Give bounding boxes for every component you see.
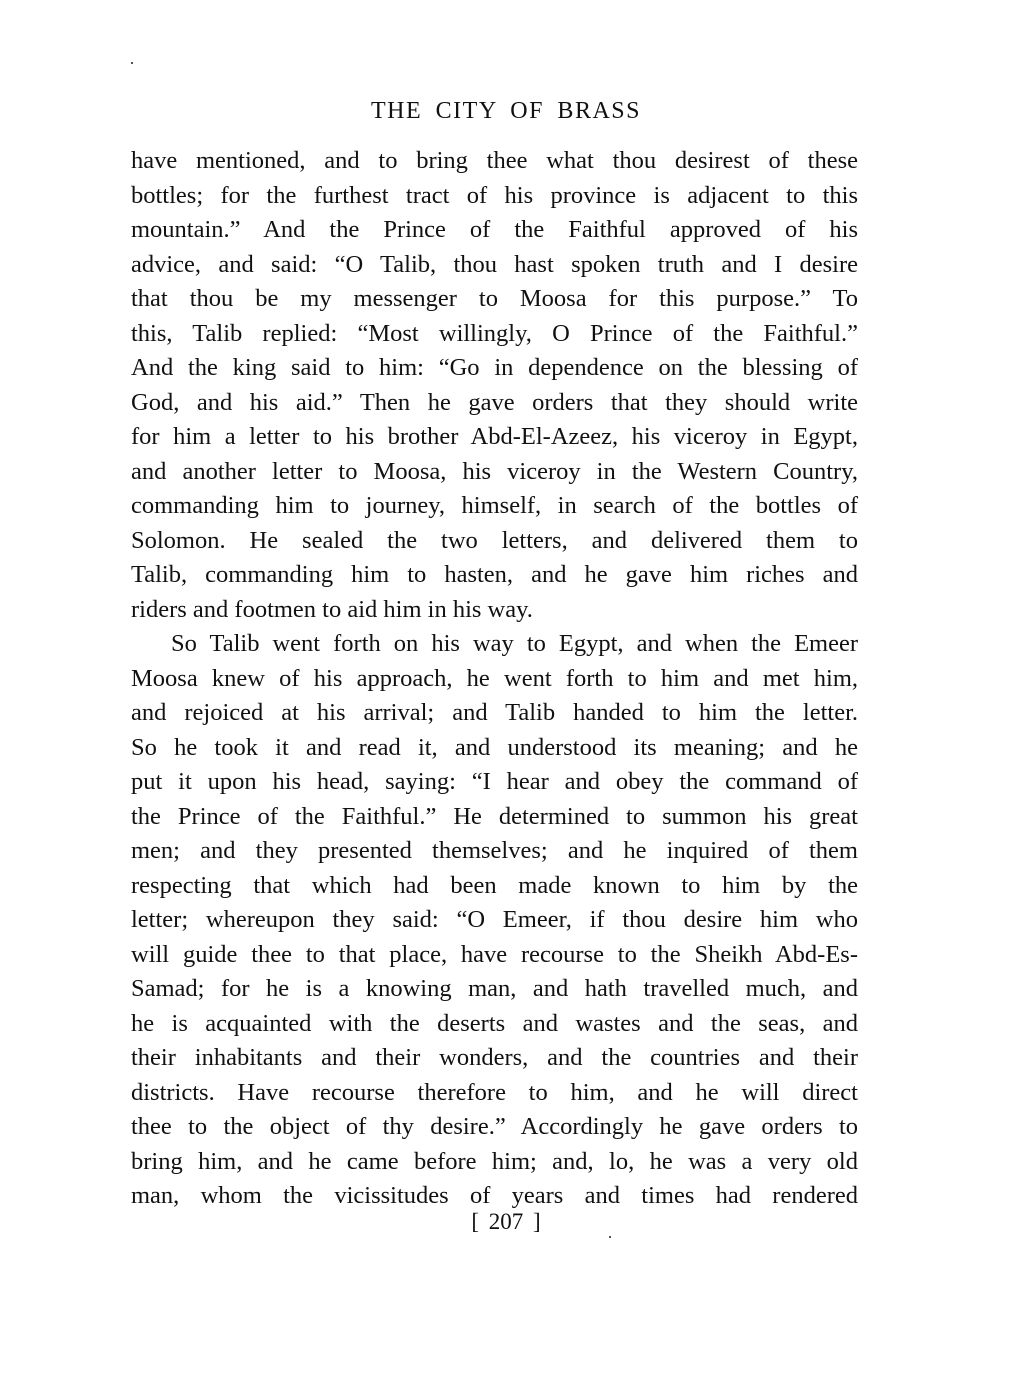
text-line: have mentioned, and to bring thee what thou desirest of these xyxy=(131,147,858,174)
text-line: men; and they presented themselves; and he inquired of them xyxy=(131,837,858,864)
text-line: riders and footmen to aid him in his way. xyxy=(131,595,533,623)
running-head: THE CITY OF BRASS xyxy=(371,98,641,124)
text-line: for him a letter to his brother Abd-El-Azeez, his viceroy in Egypt, xyxy=(131,423,858,450)
page-number: [ 207 ] xyxy=(471,1209,541,1234)
body-text xyxy=(131,144,858,1214)
scan-speck xyxy=(131,62,133,64)
text-line: he is acquainted with the deserts and wastes and the seas, and xyxy=(131,1009,858,1037)
text-line: respecting that which had been made known to him by the xyxy=(131,871,858,899)
text-line: thee to the object of thy desire.” Accordingly he gave orders to xyxy=(131,1113,858,1140)
text-line: that thou be my messenger to Moosa for this purpose.” To xyxy=(131,285,858,312)
text-line: And the king said to him: “Go in dependence on the blessing of xyxy=(131,354,858,381)
text-line: districts. Have recourse therefore to him, and he will direct xyxy=(131,1078,858,1106)
text-line: So he took it and read it, and understood its meaning; and he xyxy=(131,733,858,761)
text-line: Samad; for he is a knowing man, and hath travelled much, and xyxy=(131,975,858,1002)
paragraph-1 xyxy=(131,144,858,627)
text-line: and another letter to Moosa, his viceroy in the Western Country, xyxy=(131,457,858,485)
paragraph-2 xyxy=(131,627,858,1214)
text-line: man, whom the vicissitudes of years and times had rendered xyxy=(131,1182,858,1209)
text-line: So Talib went forth on his way to Egypt, and when the Emeer xyxy=(171,630,858,657)
text-line: advice, and said: “O Talib, thou hast spoken truth and I desire xyxy=(131,250,858,278)
text-line: Solomon. He sealed the two letters, and delivered them to xyxy=(131,526,858,554)
text-line: this, Talib replied: “Most willingly, O Prince of the Faithful.” xyxy=(131,319,858,347)
scan-speck xyxy=(609,1236,611,1238)
text-line: mountain.” And the Prince of the Faithful approved of his xyxy=(131,216,858,243)
text-line: the Prince of the Faithful.” He determined to summon his great xyxy=(131,802,858,830)
text-line: Moosa knew of his approach, he went forth to him and met him, xyxy=(131,664,858,692)
text-line: put it upon his head, saying: “I hear and obey the command of xyxy=(131,768,858,795)
text-line: Talib, commanding him to hasten, and he gave him riches and xyxy=(131,561,858,588)
text-line: their inhabitants and their wonders, and the countries and their xyxy=(131,1044,858,1071)
text-line: and rejoiced at his arrival; and Talib handed to him the letter. xyxy=(131,699,858,726)
text-line: commanding him to journey, himself, in search of the bottles of xyxy=(131,492,858,519)
text-line: bottles; for the furthest tract of his province is adjacent to this xyxy=(131,181,858,209)
text-line: letter; whereupon they said: “O Emeer, if thou desire him who xyxy=(131,906,858,933)
text-line: will guide thee to that place, have recourse to the Sheikh Abd-Es- xyxy=(131,940,858,968)
text-line: God, and his aid.” Then he gave orders that they should write xyxy=(131,388,858,416)
text-line: bring him, and he came before him; and, lo, he was a very old xyxy=(131,1147,858,1175)
